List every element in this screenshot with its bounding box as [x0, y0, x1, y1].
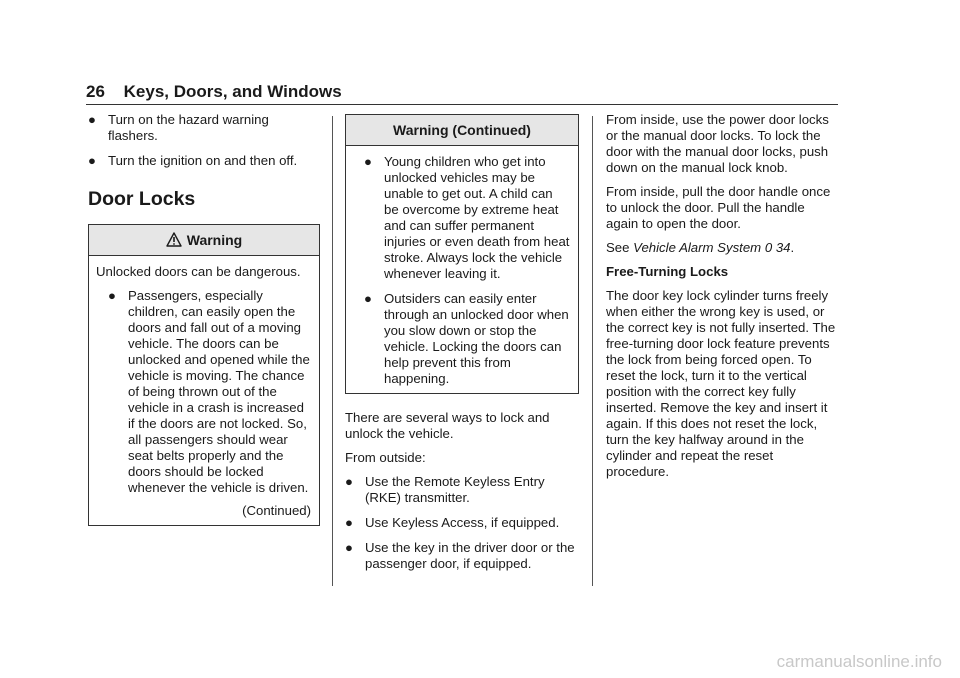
subheading: Free-Turning Locks — [606, 264, 729, 279]
bullet-glyph: ● — [364, 291, 372, 306]
header-rule — [86, 104, 838, 105]
page-arrow-icon: 0 — [764, 240, 773, 255]
column-1 — [88, 112, 320, 526]
bullet-glyph: ● — [108, 288, 116, 303]
list-item: ● Use the Remote Keyless Entry (RKE) transmitter. — [345, 474, 545, 505]
list-item: ● Turn on the hazard warning flashers. — [88, 112, 269, 143]
watermark: carmanualsonline.info — [776, 652, 942, 671]
bullet-glyph: ● — [345, 515, 353, 530]
warning-body — [89, 256, 319, 525]
column-2 — [345, 114, 579, 581]
list-item: ● Use the key in the driver door or the passenger door, if equipped. — [345, 540, 575, 571]
bullet-glyph: ● — [364, 154, 372, 169]
warning-box-continued — [345, 114, 579, 394]
chapter-title: Keys, Doors, and Windows — [123, 82, 342, 101]
from-outside-label: From outside: — [345, 450, 426, 465]
cross-reference-page[interactable]: 34 — [775, 240, 791, 255]
list-item: ● Young children who get into unlocked vehicles may be unable to get out. A child can be overcome by extreme heat and can suffer permanent injuries or even death from heat stroke. Always lock the vehicle whenever leaving it. — [364, 154, 570, 281]
cross-reference-link[interactable]: Vehicle Alarm System — [633, 240, 762, 255]
bullet-glyph: ● — [345, 540, 353, 555]
continued-label: (Continued) — [242, 503, 311, 518]
paragraph: The door key lock cylinder turns freely when either the wrong key is used, or the correct key is not fully inserted. The free-turning door lock feature prevents the lock from being forced open. To reset the lock, turn it to the vertical position with the correct key fully inserted. Remove the key and insert it again. If this does not reset the lock, turn the key halfway around in the cylinder and repeat the reset procedure. — [606, 288, 836, 479]
paragraph: From inside, use the power door locks or the manual door locks. To lock the door with the manual door locks, push down on the manual lock knob. — [606, 112, 829, 175]
warning-title: Warning — [89, 225, 319, 256]
warning-intro: Unlocked doors can be dangerous. — [96, 264, 301, 279]
cross-reference: See Vehicle Alarm System 0 34. — [606, 240, 795, 255]
list-item: ● Passengers, especially children, can easily open the doors and fall out of a moving vehicle. The doors can be unlocked and opened while the vehicle is moving. The chance of being thrown out of the vehicle in a crash is increased if the doors are not locked. So, all passengers should wear seat belts properly and the doors should be locked whenever the vehicle is driven. — [108, 288, 310, 495]
section-title: Door Locks — [88, 188, 196, 210]
bullet-glyph: ● — [88, 112, 96, 127]
warning-box — [88, 224, 320, 526]
warning-title: Warning (Continued) — [346, 115, 578, 146]
bullet-glyph: ● — [345, 474, 353, 489]
page-header — [86, 82, 342, 102]
paragraph: From inside, pull the door handle once to unlock the door. Pull the handle again to open the door. — [606, 184, 831, 231]
warning-triangle-icon — [166, 232, 182, 247]
column-divider-1 — [332, 116, 333, 586]
intro-paragraph: There are several ways to lock and unlock the vehicle. — [345, 410, 550, 441]
list-item: ● Use Keyless Access, if equipped. — [345, 515, 560, 530]
list-item: ● Turn the ignition on and then off. — [88, 153, 298, 168]
column-divider-2 — [592, 116, 593, 586]
column-3 — [606, 112, 838, 488]
warning-body — [346, 146, 578, 393]
bullet-glyph: ● — [88, 153, 96, 168]
page-number: 26 — [86, 82, 105, 101]
list-item: ● Outsiders can easily enter through an unlocked door when you slow down or stop the vehicle. Locking the doors can help prevent this from happening. — [364, 291, 569, 386]
